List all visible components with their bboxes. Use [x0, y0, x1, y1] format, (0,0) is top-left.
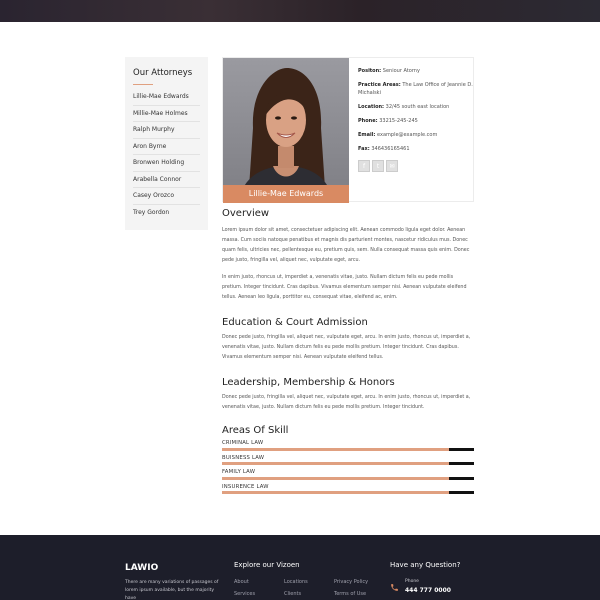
footer-about-text: There are many variations of passages of lorem ipsum available, but the majority have	[125, 580, 219, 600]
skills-heading: Areas Of Skill	[222, 425, 289, 436]
position-row	[358, 68, 474, 76]
footer-link-about[interactable]: About	[234, 579, 249, 585]
attorney-info	[358, 68, 474, 172]
phone-row	[358, 118, 474, 126]
education-paragraph: Donec pede justo, fringilla vel, aliquet nec, vulputate eget, arcu. In enim justo, rhoncus ut, imperdiet a, venenatis vitae, justo. Nullam dictum felis eu pede mollis pretium. Integer tincidunt. Cras dapibus. Vivamus elementum semper nisi. Aenean vulputate eleifend tellus.	[222, 335, 471, 360]
practice-areas-label: Practice Areas:	[358, 82, 401, 88]
email-label: Email:	[358, 131, 376, 138]
fax-label: Fax:	[358, 145, 370, 152]
footer-link-locations[interactable]: Locations	[284, 579, 308, 585]
attorney-photo	[223, 58, 349, 203]
skill-family-law	[222, 469, 474, 480]
attorney-name: Lillie-Mae Edwards	[223, 185, 349, 203]
phone-label: Phone:	[358, 117, 378, 124]
sidebar-item-bronwen-holding[interactable]: Bronwen Holding	[133, 155, 200, 172]
footer-link-privacy-policy[interactable]: Privacy Policy	[334, 579, 369, 585]
skill-bar	[222, 477, 474, 480]
skill-insurance-law	[222, 484, 474, 495]
sidebar-item-aron-byrne[interactable]: Aron Byrne	[133, 139, 200, 156]
sidebar-item-millie-mae-holmes[interactable]: Millie-Mae Holmes	[133, 106, 200, 123]
skill-label: CRIMINAL LAW	[222, 440, 264, 446]
attorney-content	[222, 208, 474, 494]
sidebar-item-lillie-mae-edwards[interactable]: Lillie-Mae Edwards	[133, 89, 200, 106]
footer-phone-label: Phone	[405, 579, 419, 584]
skill-bar	[222, 491, 474, 494]
email-row	[358, 132, 474, 140]
skill-label: FAMILY LAW	[222, 469, 256, 475]
footer-link-terms-of-use[interactable]: Terms of Use	[334, 591, 367, 597]
social-links	[358, 160, 474, 172]
location-row	[358, 104, 474, 112]
footer-logo[interactable]: LAWIO	[125, 563, 159, 573]
practice-areas-row	[358, 82, 474, 97]
footer-phone-number[interactable]: 444 777 0000	[405, 587, 451, 594]
question-heading: Have any Question?	[390, 561, 461, 569]
leadership-paragraph: Donec pede justo, fringilla vel, aliquet nec, vulputate eget, arcu. In enim justo, rhoncus ut, imperdiet a, venenatis vitae, justo. Nullam dictum felis eu pede mollis pretium. Integer tincidunt.	[222, 395, 471, 410]
skill-fill	[222, 462, 449, 465]
sidebar-title: Our Attorneys	[133, 68, 193, 78]
education-heading: Education & Court Admission	[222, 317, 368, 328]
twitter-icon[interactable]: t	[372, 160, 384, 172]
skill-fill	[222, 448, 449, 451]
sidebar-title-underline	[133, 84, 153, 85]
footer-link-clients[interactable]: Clients	[284, 591, 302, 597]
hero-banner-strip	[0, 0, 600, 22]
position-value: Seniour Atorny	[382, 68, 420, 74]
overview-paragraph-2: In enim justo, rhoncus ut, imperdiet a, venenatis vitae, justo. Nullam dictum felis eu pede mollis pretium. Integer tincidunt. Cras dapibus. Vivamus elementum semper nisi. Aenean vulputate eleifend tellus. Aenean leo ligula, porttitor eu, consequat vitae, eleifend ac, enim.	[222, 275, 467, 300]
attorneys-list	[133, 89, 200, 221]
skill-business-law	[222, 455, 474, 466]
skill-bar	[222, 448, 474, 451]
skill-fill	[222, 491, 449, 494]
sidebar-item-arabella-connor[interactable]: Arabella Connor	[133, 172, 200, 189]
fax-row	[358, 146, 474, 154]
skill-label: INSURENCE LAW	[222, 483, 269, 490]
position-label: Positon:	[358, 68, 382, 74]
overview-heading: Overview	[222, 208, 270, 219]
phone-value: 33215-245-245	[379, 117, 418, 124]
skill-criminal-law	[222, 440, 474, 451]
email-icon[interactable]: ✉	[386, 160, 398, 172]
attorneys-sidebar	[125, 57, 208, 230]
location-label: Location:	[358, 103, 385, 110]
sidebar-item-casey-orozco[interactable]: Casey Orozco	[133, 188, 200, 205]
facebook-icon[interactable]: f	[358, 160, 370, 172]
email-value[interactable]: example@example.com	[377, 131, 438, 138]
skill-bar	[222, 462, 474, 465]
footer-link-services[interactable]: Services	[234, 591, 256, 597]
location-value: 32/45 south east location	[385, 103, 450, 110]
explore-heading: Explore our Vizoen	[234, 561, 300, 569]
phone-icon	[390, 583, 399, 592]
sidebar-item-ralph-murphy[interactable]: Ralph Murphy	[133, 122, 200, 139]
overview-paragraph-1: Lorem ipsum dolor sit amet, consectetuer adipiscing elit. Aenean commodo ligula eget dolor. Aenean massa. Cum sociis natoque penatibus et magnis dis parturient montes, nascetur ridiculus mus. Donec quam felis, ultricies nec, pellentesque eu, pretium quis, sem. Nulla consequat massa quis enim. Donec pede justo, fringilla vel, aliquet nec, vulputate eget, arcu.	[222, 228, 470, 263]
skill-fill	[222, 477, 449, 480]
leadership-heading: Leadership, Membership & Honors	[222, 377, 395, 388]
sidebar-item-trey-gordon[interactable]: Trey Gordon	[133, 208, 170, 216]
practice-areas-value: The Law Office of Jeannie D. Michalski	[358, 82, 473, 96]
skill-label: BUISNESS LAW	[222, 454, 265, 461]
site-footer	[0, 535, 600, 600]
fax-value: 346436165461	[371, 145, 410, 152]
attorney-profile-card	[222, 57, 474, 202]
